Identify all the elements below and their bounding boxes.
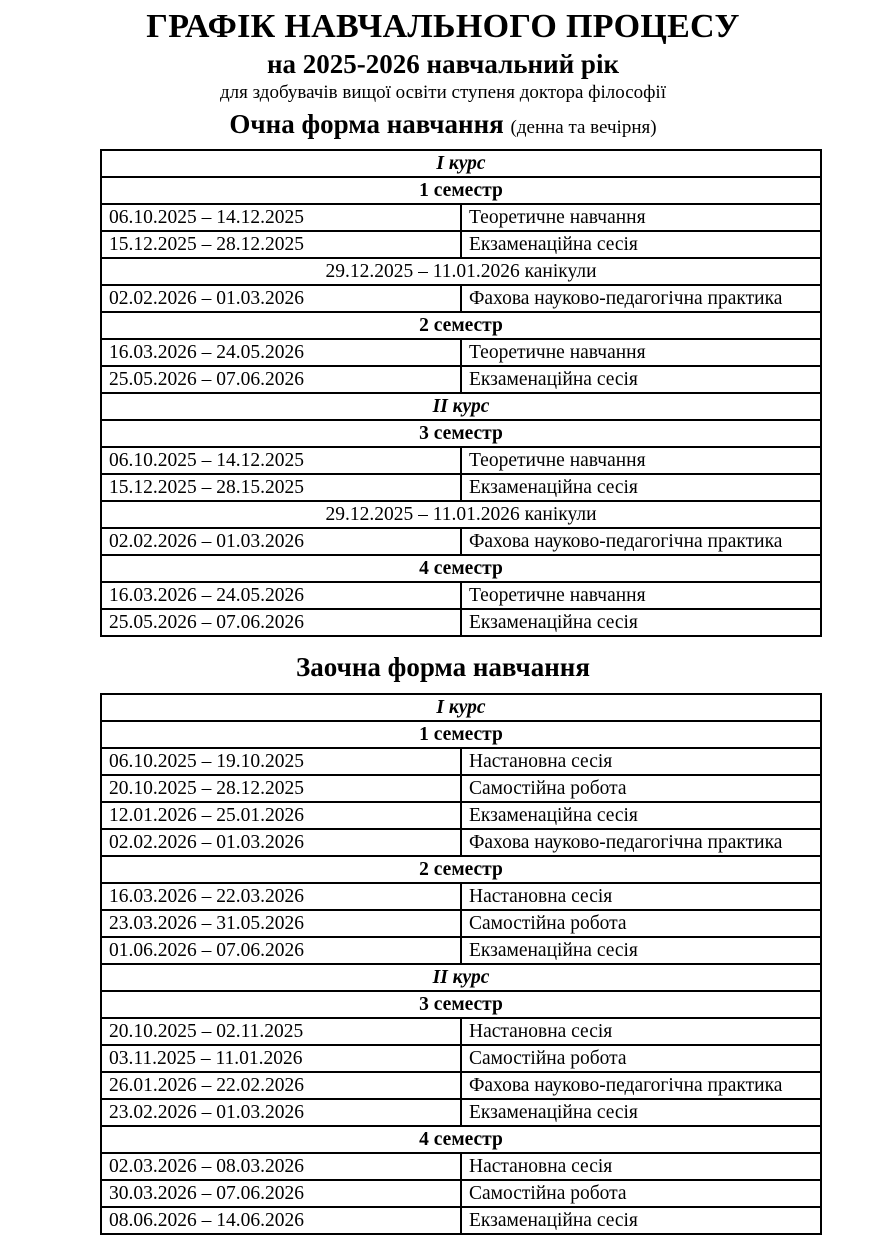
activity-cell: Настановна сесія — [461, 748, 821, 775]
section-heading-part-time — [0, 652, 886, 683]
table-row-course — [101, 694, 821, 721]
document-title: ГРАФІК НАВЧАЛЬНОГО ПРОЦЕСУ — [146, 8, 740, 45]
activity-cell: Фахова науково-педагогічна практика — [461, 285, 821, 312]
table-row-semester — [101, 721, 821, 748]
activity-cell: Екзаменаційна сесія — [461, 366, 821, 393]
period-cell: 15.12.2025 – 28.12.2025 — [101, 231, 461, 258]
period-cell: 23.03.2026 – 31.05.2026 — [101, 910, 461, 937]
activity-cell: Самостійна робота — [461, 1180, 821, 1207]
period-cell: 12.01.2026 – 25.01.2026 — [101, 802, 461, 829]
activity-cell: Самостійна робота — [461, 910, 821, 937]
table-row-entry — [101, 748, 821, 775]
activity-cell: Теоретичне навчання — [461, 447, 821, 474]
semester-cell: 2 семестр — [101, 856, 821, 883]
period-cell: 16.03.2026 – 24.05.2026 — [101, 339, 461, 366]
section-part-time — [0, 652, 886, 1235]
period-cell: 02.02.2026 – 01.03.2026 — [101, 285, 461, 312]
activity-cell: Настановна сесія — [461, 883, 821, 910]
table-row-span — [101, 258, 821, 285]
table-row-course — [101, 393, 821, 420]
period-cell: 15.12.2025 – 28.15.2025 — [101, 474, 461, 501]
table-row-entry — [101, 1072, 821, 1099]
table-row-semester — [101, 312, 821, 339]
document-subtitle: на 2025-2026 навчальний рік — [266, 48, 620, 79]
table-row-entry — [101, 474, 821, 501]
period-cell: 20.10.2025 – 28.12.2025 — [101, 775, 461, 802]
semester-cell: 3 семестр — [101, 991, 821, 1018]
table-row-semester — [101, 1126, 821, 1153]
section-heading-note: (денна та вечірня) — [510, 116, 657, 138]
activity-cell: Екзаменаційна сесія — [461, 937, 821, 964]
activity-cell: Теоретичне навчання — [461, 582, 821, 609]
activity-cell: Екзаменаційна сесія — [461, 609, 821, 636]
activity-cell: Теоретичне навчання — [461, 339, 821, 366]
activity-cell: Екзаменаційна сесія — [461, 1207, 821, 1234]
semester-cell: 4 семестр — [101, 555, 821, 582]
document-header — [0, 10, 886, 104]
course-cell: І курс — [101, 150, 821, 177]
span-cell: 29.12.2025 – 11.01.2026 канікули — [101, 501, 821, 528]
schedule-table-full-time — [100, 149, 822, 637]
period-cell: 30.03.2026 – 07.06.2026 — [101, 1180, 461, 1207]
table-row-entry — [101, 1099, 821, 1126]
table-row-entry — [101, 339, 821, 366]
period-cell: 06.10.2025 – 14.12.2025 — [101, 447, 461, 474]
table-row-semester — [101, 420, 821, 447]
table-row-entry — [101, 1153, 821, 1180]
course-cell: ІІ курс — [101, 393, 821, 420]
period-cell: 26.01.2026 – 22.02.2026 — [101, 1072, 461, 1099]
table-row-entry — [101, 1018, 821, 1045]
course-cell: ІІ курс — [101, 964, 821, 991]
table-row-entry — [101, 883, 821, 910]
table-row-entry — [101, 285, 821, 312]
table-row-semester — [101, 856, 821, 883]
table-row-entry — [101, 910, 821, 937]
period-cell: 02.02.2026 – 01.03.2026 — [101, 528, 461, 555]
table-row-entry — [101, 1180, 821, 1207]
table-row-entry — [101, 609, 821, 636]
activity-cell: Екзаменаційна сесія — [461, 802, 821, 829]
period-cell: 01.06.2026 – 07.06.2026 — [101, 937, 461, 964]
period-cell: 02.02.2026 – 01.03.2026 — [101, 829, 461, 856]
activity-cell: Теоретичне навчання — [461, 204, 821, 231]
table-row-span — [101, 501, 821, 528]
section-full-time — [0, 109, 886, 637]
table-row-entry — [101, 528, 821, 555]
section-heading-text: Заочна форма навчання — [296, 651, 590, 682]
period-cell: 23.02.2026 – 01.03.2026 — [101, 1099, 461, 1126]
section-heading-text: Очна форма навчання — [229, 108, 504, 139]
document-audience: для здобувачів вищої освіти ступеня доктора філософії — [219, 82, 666, 104]
semester-cell: 3 семестр — [101, 420, 821, 447]
semester-cell: 1 семестр — [101, 177, 821, 204]
table-row-entry — [101, 937, 821, 964]
semester-cell: 4 семестр — [101, 1126, 821, 1153]
activity-cell: Фахова науково-педагогічна практика — [461, 829, 821, 856]
activity-cell: Екзаменаційна сесія — [461, 474, 821, 501]
semester-cell: 2 семестр — [101, 312, 821, 339]
activity-cell: Екзаменаційна сесія — [461, 1099, 821, 1126]
activity-cell: Самостійна робота — [461, 1045, 821, 1072]
table-row-entry — [101, 1045, 821, 1072]
table-row-course — [101, 150, 821, 177]
course-cell: І курс — [101, 694, 821, 721]
period-cell: 03.11.2025 – 11.01.2026 — [101, 1045, 461, 1072]
table-row-entry — [101, 366, 821, 393]
table-row-semester — [101, 555, 821, 582]
table-row-semester — [101, 177, 821, 204]
table-row-course — [101, 964, 821, 991]
schedule-table-part-time — [100, 693, 822, 1235]
activity-cell: Настановна сесія — [461, 1153, 821, 1180]
period-cell: 02.03.2026 – 08.03.2026 — [101, 1153, 461, 1180]
table-row-entry — [101, 582, 821, 609]
period-cell: 20.10.2025 – 02.11.2025 — [101, 1018, 461, 1045]
table-row-entry — [101, 204, 821, 231]
period-cell: 06.10.2025 – 19.10.2025 — [101, 748, 461, 775]
span-cell: 29.12.2025 – 11.01.2026 канікули — [101, 258, 821, 285]
period-cell: 25.05.2026 – 07.06.2026 — [101, 609, 461, 636]
activity-cell: Настановна сесія — [461, 1018, 821, 1045]
period-cell: 16.03.2026 – 24.05.2026 — [101, 582, 461, 609]
period-cell: 16.03.2026 – 22.03.2026 — [101, 883, 461, 910]
table-row-semester — [101, 991, 821, 1018]
table-row-entry — [101, 829, 821, 856]
section-heading-full-time — [0, 109, 886, 140]
activity-cell: Фахова науково-педагогічна практика — [461, 1072, 821, 1099]
table-row-entry — [101, 231, 821, 258]
table-row-entry — [101, 775, 821, 802]
semester-cell: 1 семестр — [101, 721, 821, 748]
activity-cell: Фахова науково-педагогічна практика — [461, 528, 821, 555]
period-cell: 25.05.2026 – 07.06.2026 — [101, 366, 461, 393]
table-row-entry — [101, 447, 821, 474]
activity-cell: Екзаменаційна сесія — [461, 231, 821, 258]
period-cell: 06.10.2025 – 14.12.2025 — [101, 204, 461, 231]
table-row-entry — [101, 1207, 821, 1234]
period-cell: 08.06.2026 – 14.06.2026 — [101, 1207, 461, 1234]
table-row-entry — [101, 802, 821, 829]
activity-cell: Самостійна робота — [461, 775, 821, 802]
